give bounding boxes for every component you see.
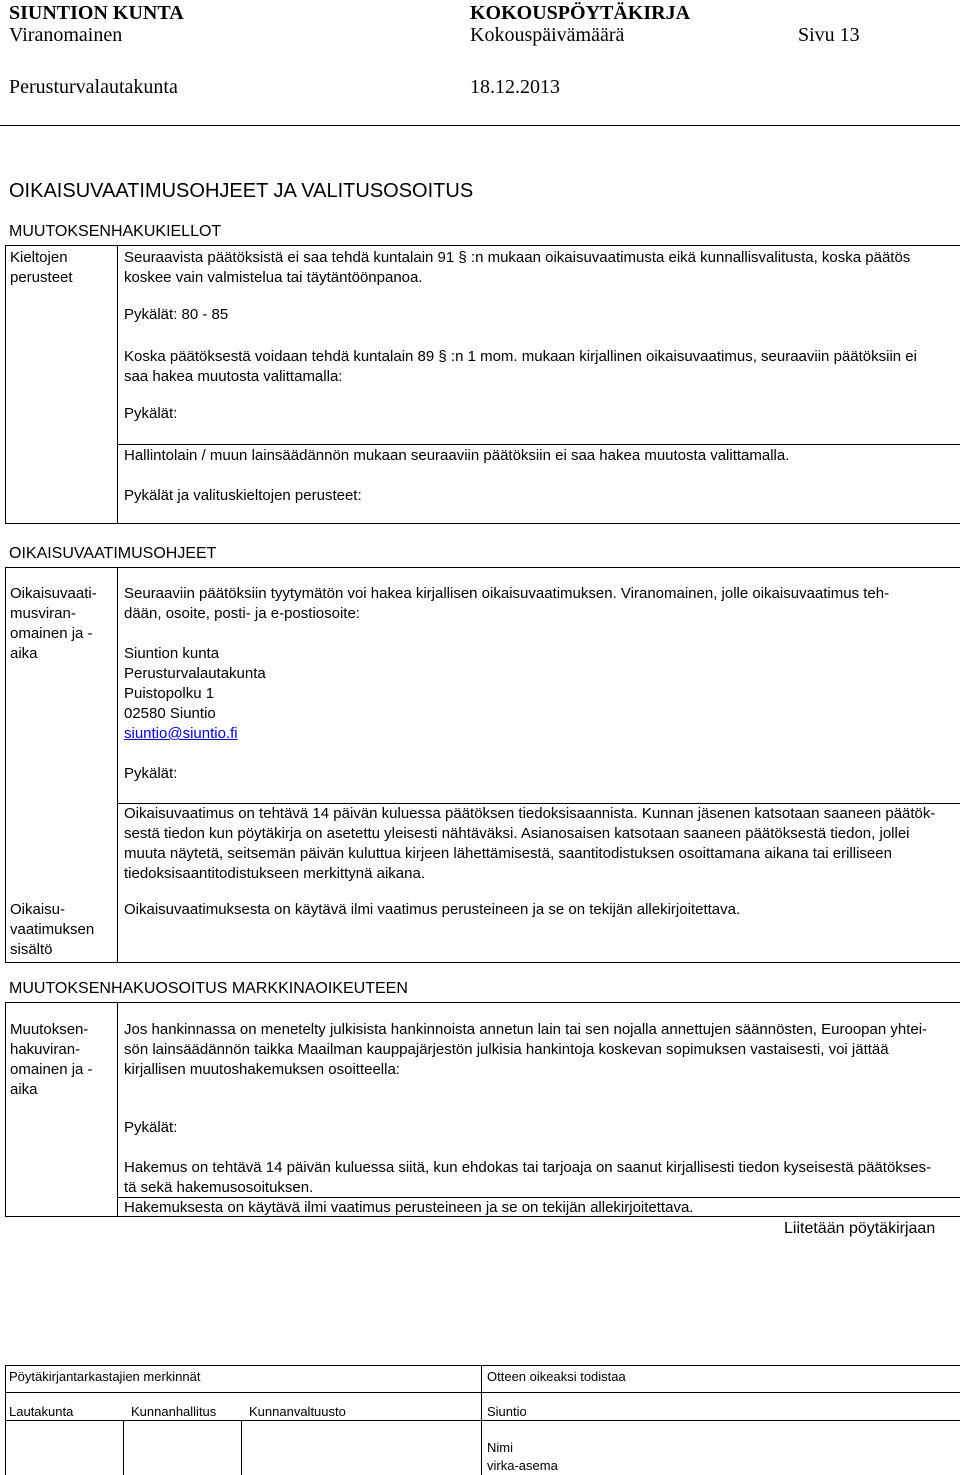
meeting-date-label: Kokouspäivämäärä	[470, 24, 625, 46]
rectification-content-label: Oikaisu- vaatimuksen sisältö	[10, 901, 95, 958]
section3-top-rule	[5, 1002, 960, 1003]
prohibition-text: Seuraavista päätöksistä ei saa tehdä kuntalain 91 § :n mukaan oikaisuvaatimusta eikä kunnallisvalitusta, koska päätös koskee vain valmistelua tai täytäntöönpanoa.	[124, 249, 911, 286]
authority-name: Perusturvalautakunta	[9, 76, 178, 98]
section3-left-rule	[5, 1002, 6, 1216]
page-number: Sivu 13	[798, 24, 860, 46]
footer-top-rule	[5, 1365, 960, 1366]
prohibition-sections: Pykälät: 80 - 85	[124, 306, 229, 323]
address-board: Perusturvalautakunta	[124, 665, 266, 682]
appeal-prohibition-sections: Pykälät:	[124, 405, 178, 422]
market-court-intro: Jos hankinnassa on menetelty julkisista hankinnoista annetun lain tai sen nojalla annettujen säännösten, Euroopan yhtei- sön lainsäädännön taikka Maailman kauppajärjestön julkisia hankintoja koskevan sopimuksen vastaisesti, voi jättää kirjallisen muutoshakemuksen osoitteella:	[124, 1021, 928, 1078]
address-postcode: 02580 Siuntio	[124, 705, 216, 722]
meeting-date: 18.12.2013	[470, 76, 560, 98]
section1-bottom-rule	[5, 523, 960, 524]
header-divider	[0, 125, 960, 126]
rectification-sections: Pykälät:	[124, 765, 178, 782]
address-street: Puistopolku 1	[124, 685, 215, 702]
rectification-content-text: Oikaisuvaatimuksesta on käytävä ilmi vaatimus perusteineen ja se on tekijän allekirjoitettava.	[124, 901, 741, 918]
section3-column-rule	[117, 1002, 118, 1216]
footer-name-label: Nimi	[487, 1440, 513, 1455]
authority-label: Viranomainen	[9, 24, 123, 46]
section-heading-rectification: OIKAISUVAATIMUSOHJEET	[9, 545, 217, 562]
main-title: OIKAISUVAATIMUSOHJEET JA VALITUSOSOITUS	[9, 180, 474, 202]
checkers-notes-label: Pöytäkirjantarkastajien merkinnät	[9, 1369, 201, 1384]
footer-col-council: Kunnanvaltuusto	[249, 1404, 346, 1419]
section-heading-market-court: MUUTOKSENHAKUOSOITUS MARKKINAOIKEUTEEN	[9, 980, 408, 997]
rectification-intro: Seuraaviin päätöksiin tyytymätön voi hakea kirjallisen oikaisuvaatimuksen. Viranomainen, jolle oikaisuvaatimus teh- dään, osoite, posti- ja e-postiosoite:	[124, 585, 890, 622]
prohibition-label: Kieltojen perusteet	[10, 249, 73, 286]
address-org: Siuntion kunta	[124, 645, 220, 662]
section1-column-rule	[117, 245, 118, 523]
footer-place: Siuntio	[487, 1404, 527, 1419]
section1-inner-rule	[117, 444, 960, 445]
footer-col-rule-1	[123, 1420, 124, 1475]
footer-col-municipal-government: Kunnanhallitus	[131, 1404, 217, 1419]
section2-column-rule	[117, 567, 118, 962]
rectification-authority-label: Oikaisuvaati- musviran- omainen ja - aika	[10, 585, 97, 662]
org-name: SIUNTION KUNTA	[9, 2, 184, 24]
section2-top-rule	[5, 567, 960, 568]
administrative-law-text: Hallintolain / muun lainsäädännön mukaan seuraaviin päätöksiin ei saa hakea muutosta valittamalla.	[124, 447, 790, 464]
document-type: KOKOUSPÖYTÄKIRJA	[470, 2, 691, 24]
market-court-content-text: Hakemuksesta on käytävä ilmi vaatimus perusteineen ja se on tekijän allekirjoitettava.	[124, 1199, 694, 1216]
footer-sub-rule	[5, 1420, 960, 1421]
market-court-authority-label: Muutoksen- hakuviran- omainen ja - aika	[10, 1021, 93, 1098]
section-heading-prohibitions: MUUTOKSENHAKUKIELLOT	[9, 223, 222, 240]
section2-left-rule	[5, 567, 6, 962]
rectification-address	[124, 644, 266, 744]
certified-copy-label: Otteen oikeaksi todistaa	[487, 1369, 626, 1384]
footer-col-board: Lautakunta	[9, 1404, 74, 1419]
section1-top-rule	[5, 245, 960, 246]
footer-row-rule	[5, 1392, 960, 1393]
email-link[interactable]: siuntio@siuntio.fi	[124, 725, 238, 742]
section1-left-rule	[5, 245, 6, 523]
rectification-deadline-text: Oikaisuvaatimus on tehtävä 14 päivän kuluessa päätöksen tiedoksisaannista. Kunnan jäsenen katsotaan saaneen päätök- sestä tiedon kun pöytäkirja on asetettu yleisesti nähtäväksi. Asianosaisen katsotaan saaneen päätöksestä tiedon, jollei muuta näytetä, seitsemän päivän kuluttua kirjeen lähettämisestä, saantitodistuksen osoittamana aikana tai erilliseen tiedoksisaantitodistukseen merkittynä aikana.	[124, 805, 936, 882]
attached-to-minutes: Liitetään pöytäkirjaan	[784, 1220, 936, 1237]
market-court-deadline-text: Hakemus on tehtävä 14 päivän kuluessa siitä, kun ehdokas tai tarjoaja on saanut kirjallisesti tiedon kyseisestä päätökses- tä sekä hakemusosoituksen.	[124, 1159, 932, 1196]
footer-title-label: virka-asema	[487, 1458, 558, 1473]
footer-col-rule-2	[241, 1420, 242, 1475]
appeal-prohibition-text: Koska päätöksestä voidaan tehdä kuntalain 89 § :n 1 mom. mukaan kirjallinen oikaisuvaatimus, seuraaviin päätöksiin ei saa hakea muutosta valittamalla:	[124, 348, 917, 385]
section2-bottom-rule	[5, 962, 960, 963]
market-court-sections: Pykälät:	[124, 1119, 178, 1136]
appeal-grounds-sections: Pykälät ja valituskieltojen perusteet:	[124, 487, 362, 504]
